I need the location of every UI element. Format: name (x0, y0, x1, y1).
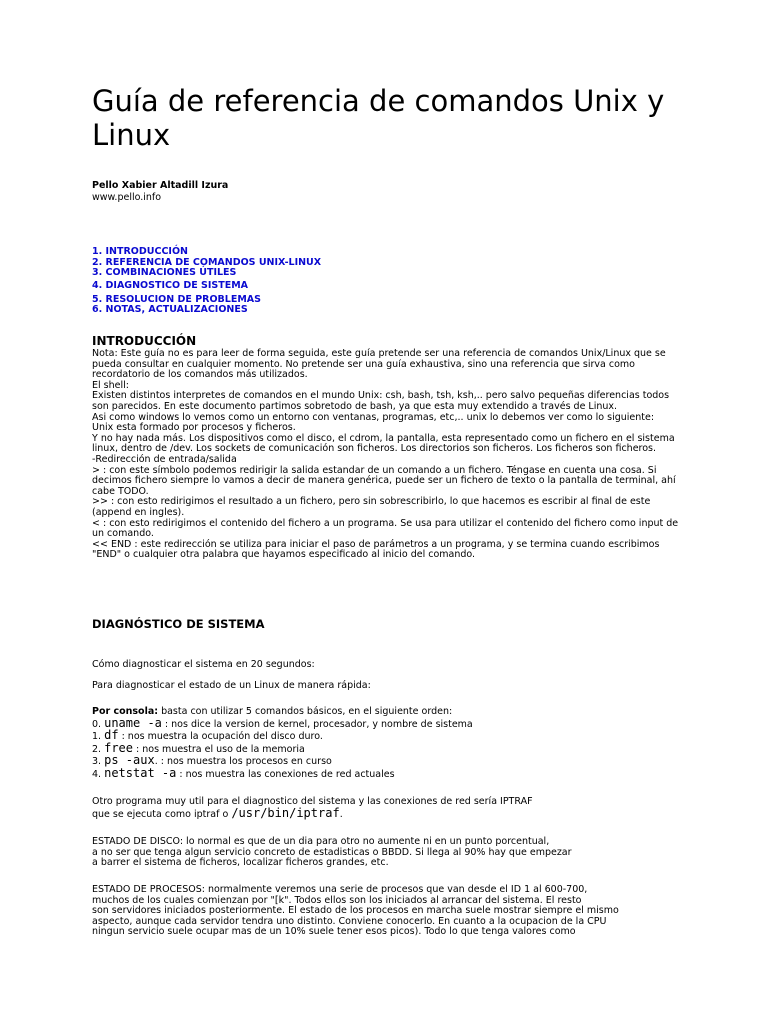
intro-line: Existen distintos interpretes de comandos en el mundo Unix: csh, bash, tsh, ksh,.. pero salvo pequeñas diferencias todos (92, 390, 670, 402)
command-number: 4. (92, 768, 102, 780)
intro-line: un comando. (92, 528, 154, 540)
command-item (92, 717, 473, 729)
process-line: ESTADO DE PROCESOS: normalmente veremos una serie de procesos que van desde el ID 1 al 600-700, (92, 884, 588, 895)
table-of-contents (92, 247, 321, 316)
command-description: : nos dice la version de kernel, procesador, y nombre de sistema (161, 719, 473, 730)
intro-line: Y no hay nada más. Los dispositivos como el disco, el cdrom, la pantalla, esta representado como un fichero en el sistema (92, 432, 675, 444)
author-name: Pello Xabier Altadill Izura (92, 180, 229, 191)
command-name: ps -aux (104, 753, 155, 768)
command-number: 2. (92, 743, 102, 755)
process-status-paragraph (92, 885, 712, 938)
command-description: : nos muestra las conexiones de red actuales (176, 768, 395, 780)
intro-line: < : con esto redirigimos el contenido del fichero a un programa. Se usa para utilizar el contenido del fichero como input de (92, 517, 679, 529)
process-line: muchos de los cuales comienzan por "[k". Todos ellos son los iniciados al arrancar del sistema. El resto (92, 894, 582, 906)
intro-paragraph (92, 349, 712, 561)
intro-line: pueda consultar en cualquier momento. No pretende ser una guía exhaustiva, sino una referencia que sirva como (92, 358, 635, 370)
section-heading-diagnostico: DIAGNÓSTICO DE SISTEMA (92, 617, 265, 631)
intro-line: recordatorio de los comandos más utilizados. (92, 369, 308, 381)
console-text: basta con utilizar 5 comandos básicos, en el siguiente orden: (158, 706, 453, 717)
diag-intro-1: Cómo diagnosticar el sistema en 20 segundos: (92, 659, 315, 670)
console-label: Por consola: (92, 706, 159, 717)
document-title: Guía de referencia de comandos Unix y Linux (92, 84, 665, 152)
command-number: 3. (92, 756, 102, 768)
intro-line: Asi como windows lo vemos como un entorno con ventanas, programas, etc,.. unix lo debemos ver como lo siguiente: (92, 411, 655, 423)
toc-link-referencia-comandos[interactable]: 2. REFERENCIA DE COMANDOS UNIX-LINUX (92, 256, 322, 268)
iptraf-path: /usr/bin/iptraf (231, 805, 340, 820)
command-name: df (104, 728, 119, 743)
toc-link-notas[interactable]: 6. NOTAS, ACTUALIZACIONES (92, 304, 248, 316)
section-heading-introduccion: INTRODUCCIÓN (92, 334, 197, 348)
intro-line: > : con este símbolo podemos redirigir la salida estandar de un comando a un fichero. Téngase en cuenta una cosa. Si (92, 464, 657, 476)
iptraf-line (92, 805, 712, 820)
author-block (92, 180, 228, 204)
process-line: son servidores iniciados posteriormente. El estado de los procesos en marcha suele mostrar siempre el mismo (92, 905, 619, 917)
command-item (92, 729, 473, 741)
command-number: 0. (92, 719, 102, 730)
intro-line: son parecidos. En este documento partimos sobretodo de bash, ya que esta muy extendido a través de Linux. (92, 400, 618, 412)
intro-line: Unix esta formado por procesos y ficheros. (92, 422, 296, 434)
toc-link-resolucion[interactable]: 5. RESOLUCION DE PROBLEMAS (92, 293, 261, 305)
command-name: free (104, 740, 134, 755)
command-number: 1. (92, 731, 102, 743)
intro-line: linux, dentro de /dev. Los sockets de comunicación son ficheros. Los directorios son ficheros. Los ficheros son ficheros. (92, 443, 657, 455)
command-list (92, 717, 473, 779)
intro-line: "END" o cualquier otra palabra que hayamos especificado al inicio del comando. (92, 549, 476, 561)
process-line: ningun servicio suele ocupar mas de un 10% suele tener esos picos). Todo lo que tenga valores como (92, 926, 576, 938)
iptraf-text: que se ejecuta como iptraf o (92, 808, 232, 820)
intro-line: El shell: (92, 379, 129, 391)
iptraf-line: Otro programa muy util para el diagnostico del sistema y las conexiones de red sería IPTRAF (92, 796, 533, 807)
command-description: : nos muestra la ocupación del disco duro. (118, 731, 323, 743)
command-description: : nos muestra el uso de la memoria (133, 743, 305, 755)
intro-line: Nota: Este guía no es para leer de forma seguida, este guía pretende ser una referencia de comandos Unix/Linux que se (92, 348, 666, 359)
disk-line: ESTADO DE DISCO: lo normal es que de un dia para otro no aumente ni en un punto porcentual, (92, 836, 550, 847)
toc-link-introduccion[interactable]: 1. INTRODUCCIÓN (92, 246, 188, 257)
intro-line: decimos fichero siempre lo vamos a decir de manera genérica, puede ser un fichero de texto o la pantalla de terminal, ahí (92, 475, 676, 487)
command-item (92, 767, 473, 779)
author-website: www.pello.info (92, 192, 162, 203)
intro-line: -Redirección de entrada/salida (92, 453, 237, 465)
disk-status-paragraph (92, 837, 712, 869)
intro-line: >> : con esto redirigimos el resultado a un fichero, pero sin sobrescribirlo, lo que hacemos es escribir al final de este (92, 496, 651, 508)
intro-line: cabe TODO. (92, 485, 149, 497)
intro-line: << END : este redirección se utiliza para iniciar el paso de parámetros a un programa, y se termina cuando escribimos (92, 538, 660, 550)
disk-line: a barrer el sistema de ficheros, localizar ficheros grandes, etc. (92, 857, 389, 869)
toc-link-diagnostico[interactable]: 4. DIAGNOSTICO DE SISTEMA (92, 280, 249, 292)
command-name: uname -a (104, 716, 162, 730)
iptraf-text-end: . (339, 808, 343, 820)
command-name: netstat -a (104, 765, 177, 780)
toc-link-combinaciones[interactable]: 3. COMBINACIONES ÚTILES (92, 267, 237, 279)
diag-intro-2: Para diagnosticar el estado de un Linux de manera rápida: (92, 680, 371, 691)
intro-line: (append en ingles). (92, 506, 185, 518)
command-description: . : nos muestra los procesos en curso (154, 756, 332, 768)
iptraf-paragraph (92, 797, 712, 818)
disk-line: a no ser que tenga algun servicio concreto de estadisticas o BBDD. Si llega al 90% hay que empezar (92, 846, 572, 858)
process-line: aspecto, aunque cada servidor tendra uno distinto. Conviene conocerlo. En cuanto a la ocupacion de la CPU (92, 915, 607, 927)
